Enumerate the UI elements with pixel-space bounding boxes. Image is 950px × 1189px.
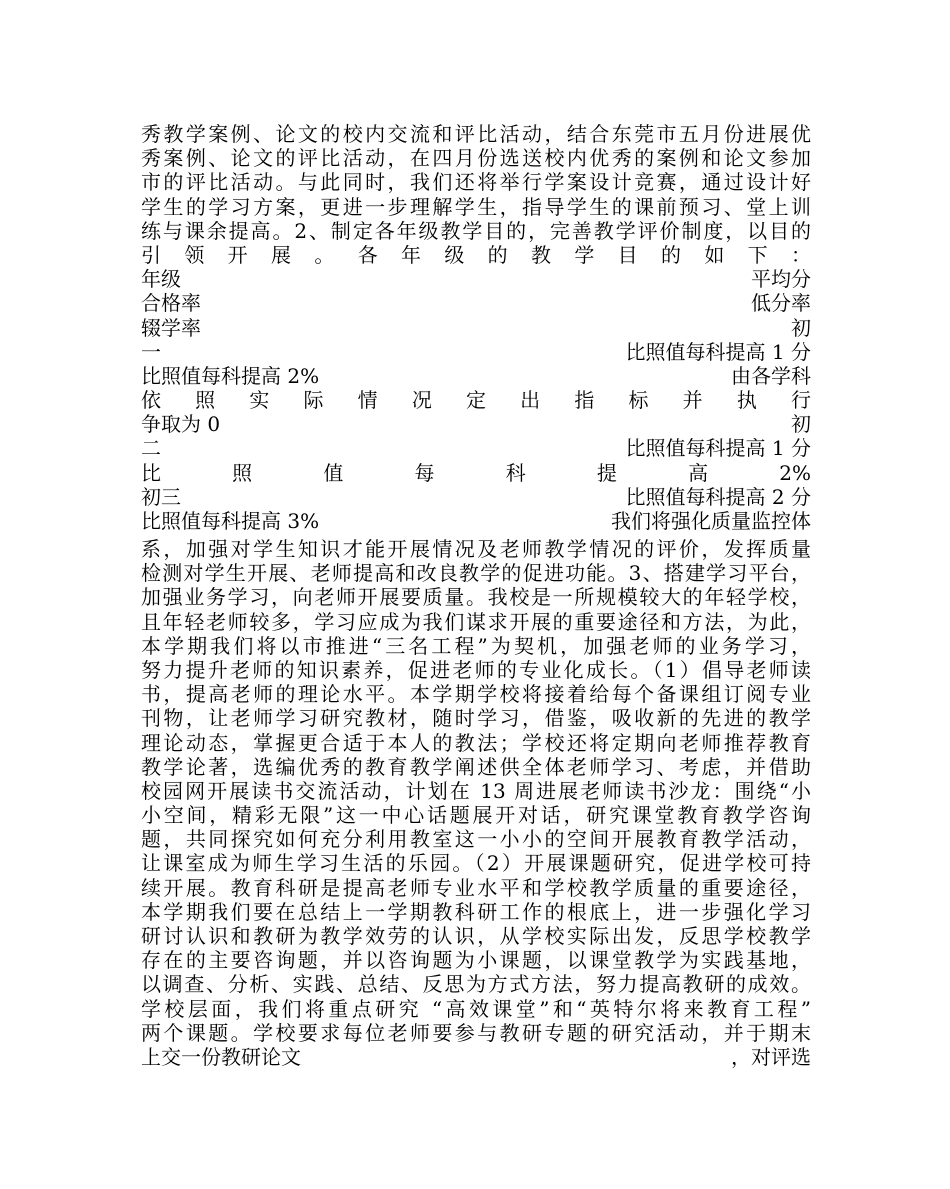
table-header-row-3 [141,316,811,340]
row2-grade-suffix: 二 [141,436,161,461]
row1-pass: 比照值每科提高 2% [141,363,320,388]
table-header-row-1 [141,267,811,291]
text-line: 教学论著，选编优秀的教育教学阐述供全体老师学习、考虑，并借助 [141,754,811,779]
text-line: 本学期我们将以市推进“三名工程”为契机，加强老师的业务学习， [141,633,811,658]
row1-grade-suffix: 一 [141,339,161,364]
text-line: 引领开展。各年级的教学目的如下： [141,242,811,267]
text-line: 市的评比活动。与此同时，我们还将举行学案设计竞赛，通过设计好 [141,170,811,195]
text-line: 秀案例、论文的评比活动，在四月份选送校内优秀的案例和论文参加 [141,146,811,171]
row2-grade-prefix: 初 [791,412,811,437]
table-row-3a [141,485,811,509]
row1-low-a: 由各学科 [731,363,811,388]
top-text-block [141,122,811,533]
row3-grade: 初三 [141,484,181,509]
header-dropout: 辍学率 [141,315,201,340]
header-grade: 年级 [141,267,181,292]
row2-avg: 比照值每科提高 1 分 [625,436,811,461]
text-line: 书，提高老师的理论水平。本学期学校将接着给每个备课组订阅专业 [141,682,811,707]
header-low: 低分率 [751,291,811,316]
text-line: 努力提升老师的知识素养，促进老师的专业化成长。（1）倡导老师读 [141,657,811,682]
table-row-1a [141,340,811,364]
row2-pass: 比照值每科提高2% [141,460,811,485]
text-line: 两个课题。学校要求每位老师要参与教研专题的研究活动，并于期末 [141,1020,811,1045]
text-line: 检测对学生开展、老师提高和改良教学的促进功能。3、搭建学习平台， [141,561,811,586]
row1-low-b: 依照实际情况定出指标并执行 [141,388,811,413]
text-line: 学生的学习方案，更进一步理解学生，指导学生的课前预习、堂上训 [141,194,811,219]
text-line: 小空间，精彩无限”这一中心话题展开对话，研究课堂教育教学咨询 [141,803,811,828]
table-row-1c [141,412,811,436]
row1-grade-prefix: 初 [791,315,811,340]
text-line: 本学期我们要在总结上一学期教科研工作的根底上，进一步强化学习 [141,899,811,924]
table-header-row-2 [141,291,811,315]
text-line: 存在的主要咨询题，并以咨询题为小课题，以课堂教学为实践基地， [141,948,811,973]
text-line: 续开展。教育科研是提高老师专业水平和学校教学质量的重要途径， [141,875,811,900]
text-line: 刊物，让老师学习研究教材，随时学习，借鉴，吸收新的先进的教学 [141,706,811,731]
bottom-text-block [141,537,811,1069]
text-line: 以调查、分析、实践、总结、反思为方式方法，努力提高教研的成效。 [141,972,811,997]
last-line-left: 上交一份教研论文 [141,1044,301,1069]
row1-avg: 比照值每科提高 1 分 [625,339,811,364]
table-row-2a [141,436,811,460]
header-pass: 合格率 [141,291,201,316]
text-line: 且年轻老师较多，学习应成为我们谋求开展的重要途径和方法，为此， [141,609,811,634]
text-line: 练与课余提高。2、制定各年级教学目的，完善教学评价制度，以目的 [141,218,811,243]
text-line: 秀教学案例、论文的校内交流和评比活动，结合东莞市五月份进展优 [141,122,811,146]
text-line: 理论动态，掌握更合适于本人的教法；学校还将定期向老师推荐教育 [141,730,811,755]
table-row-1b [141,364,811,388]
text-line: 让课室成为师生学习生活的乐园。（2）开展课题研究，促进学校可持 [141,851,811,876]
text-line: 研讨认识和教研为教学效劳的认识，从学校实际出发，反思学校教学 [141,924,811,948]
row3-pass: 比照值每科提高 3% [141,509,320,533]
header-avg: 平均分 [751,267,811,292]
last-line-right: ，对评选 [731,1044,811,1069]
text-line: 题，共同探究如何充分利用教室这一小小的空间开展教育教学活动， [141,827,811,852]
row1-dropout: 争取为 0 [141,412,221,437]
text-line: 加强业务学习，向老师开展要质量。我校是一所规模较大的年轻学校， [141,585,811,610]
text-line: 学校层面，我们将重点研究 “高效课堂”和“英特尔将来教育工程” [141,996,811,1021]
row3-avg: 比照值每科提高 2 分 [625,484,811,509]
text-line: 系，加强对学生知识才能开展情况及老师教学情况的评价，发挥质量 [141,537,811,561]
row3-tail: 我们将强化质量监控体 [611,509,811,533]
table-row-3b [141,509,811,533]
last-text-line [141,1045,811,1069]
text-line: 校园网开展读书交流活动，计划在 13 周进展老师读书沙龙：围绕“小 [141,778,811,803]
